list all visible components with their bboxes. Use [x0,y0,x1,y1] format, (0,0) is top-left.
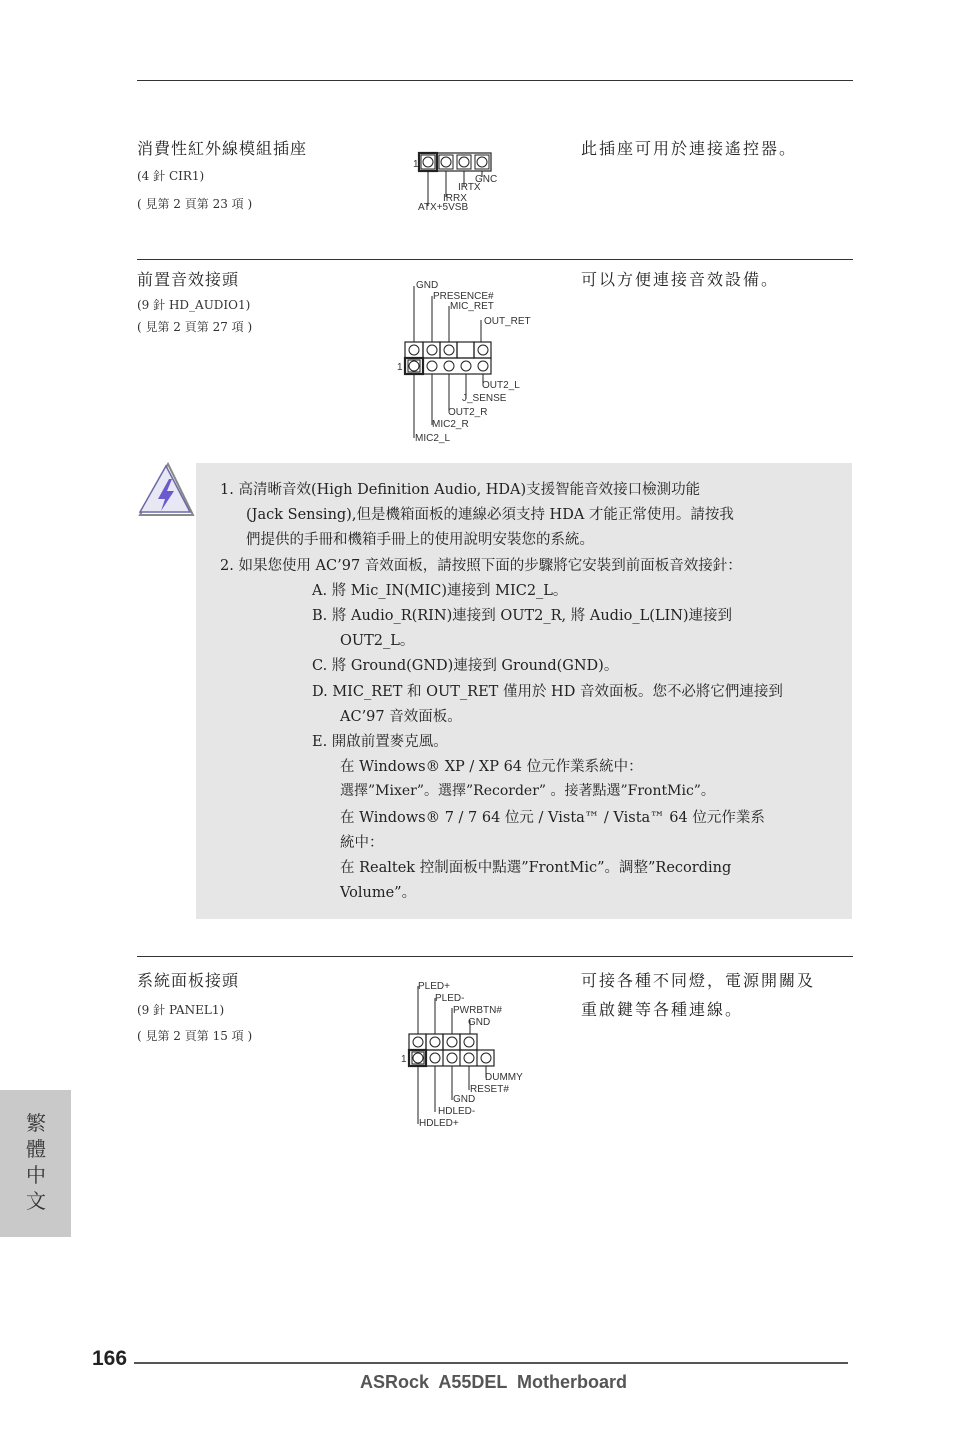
warning-icon [136,461,196,519]
pin-label: GND [453,1094,476,1105]
pin-label: MIC_RET [450,301,494,312]
section-ref: ( 見第 2 頁第 27 項 ) [137,320,253,334]
note-line: 在 Windows® XP / XP 64 位元作業系統中： [340,759,643,775]
note-line: C. 將 Ground(GND)連接到 Ground(GND)。 [312,658,619,674]
note-line: 1. 高清晰音效(High Definition Audio, HDA)支援智能音效接口檢測功能 [220,482,701,498]
pin-label: GND [468,1017,491,1028]
note-line: D. MIC_RET 和 OUT_RET 僅用於 HD 音效面板。您不必將它們連接到 [312,684,783,700]
pin-label: MIC2_L [415,433,451,444]
hd-audio-header-diagram [395,276,535,448]
section-spec: (9 針 HD_AUDIO1) [137,298,251,312]
pin1-label: 1 [397,362,403,373]
side-tab-label: 繁體中文 [26,1111,46,1213]
note-line: AC’97 音效面板。 [340,709,462,725]
section-title: 系統面板接頭 [137,971,240,990]
note-line: 們提供的手冊和機箱手冊上的使用說明安裝您的系統。 [246,532,594,548]
section-title: 前置音效接頭 [137,270,240,289]
pin-label: OUT_RET [484,316,531,327]
pin-label: HDLED+ [419,1118,459,1129]
pin-label: MIC2_R [432,419,469,430]
pin-label: ATX+5VSB [418,202,469,213]
section-ref: ( 見第 2 頁第 23 項 ) [137,197,253,211]
pin-label: PWRBTN# [453,1005,502,1016]
pin-label: IRRX [443,193,467,204]
footer-product: ASRock A55DEL Motherboard [360,1372,628,1392]
pin-label: PLED+ [418,981,450,992]
section-rule [137,956,853,957]
panel-header-diagram [398,976,538,1132]
pin-label: RESET# [470,1084,509,1095]
note-line: 統中： [340,835,384,851]
pin-label: GND [416,280,439,291]
note-line: 在 Windows® 7 / 7 64 位元 / Vista™ / Vista™ 64 位元作業系 [340,810,765,826]
top-rule [137,80,853,81]
note-line: OUT2_L。 [340,633,415,649]
pin-label: PRESENCE# [433,291,494,302]
note-line: 2. 如果您使用 AC’97 音效面板，請按照下面的步驟將它安裝到前面板音效接針： [220,558,742,574]
note-line: A. 將 Mic_IN(MIC)連接到 MIC2_L。 [312,583,568,599]
footer-rule [134,1362,848,1364]
pin-label: HDLED- [438,1106,476,1117]
pin-label: J_SENSE [462,393,507,404]
section-description: 此插座可用於連接遙控器。 [581,139,798,158]
section-ref: ( 見第 2 頁第 15 項 ) [137,1029,253,1043]
pin1-label: 1 [401,1054,407,1065]
section-description: 可接各種不同燈，電源開關及 [581,971,816,990]
note-line: (Jack Sensing),但是機箱面板的連線必須支持 HDA 才能正常使用。請按我 [246,507,734,523]
cir-header-diagram [405,148,515,214]
section-spec: (4 針 CIR1) [137,169,205,183]
note-line: 選擇”Mixer”。選擇”Recorder” 。接著點選”FrontMic”。 [340,783,715,799]
section-title: 消費性紅外線模組插座 [137,139,308,158]
pin-label: OUT2_L [482,380,520,391]
section-description: 重啟鍵等各種連線。 [581,1000,744,1019]
note-line: E. 開啟前置麥克風。 [312,734,448,750]
pin-label: PLED- [435,993,465,1004]
pin-label: DUMMY [485,1072,523,1083]
language-side-tab [0,1090,71,1237]
pin-label: OUT2_R [448,407,488,418]
pin-label: GNC [475,174,498,185]
pin1-label: 1 [413,159,419,170]
note-box [196,463,852,919]
note-line: Volume”。 [340,885,417,901]
section-description: 可以方便連接音效設備。 [581,270,780,289]
section-spec: (9 針 PANEL1) [137,1003,225,1017]
section-rule [137,259,853,260]
note-line: 在 Realtek 控制面板中點選”FrontMic”。調整”Recording [340,860,732,876]
note-line: B. 將 Audio_R(RIN)連接到 OUT2_R, 將 Audio_L(LIN)連接到 [312,608,733,624]
pin-label: IRTX [458,182,481,193]
page-number: 166 [92,1347,128,1370]
